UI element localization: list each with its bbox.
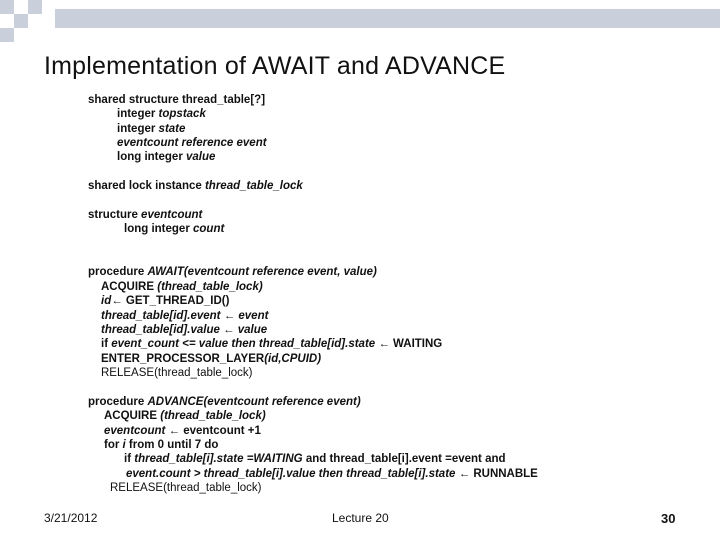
code-line: ENTER_PROCESSOR_LAYER(id,CPUID) [101,353,322,365]
code-line: integer state [117,123,186,135]
code-line: ACQUIRE (thread_table_lock) [104,410,266,422]
code-line: ACQUIRE (thread_table_lock) [101,281,263,293]
code-line: id← GET_THREAD_ID() [101,295,230,307]
code-line: RELEASE(thread_table_lock) [110,482,262,494]
code-line: integer topstack [117,108,206,120]
code-line: if event_count <= value then thread_table[id].state ← WAITING [101,338,443,350]
code-line: RELEASE(thread_table_lock) [101,367,253,379]
code-line: for i from 0 until 7 do [104,439,219,451]
code-line: if thread_table[i].state =WAITING and thread_table[i].event =event and [124,453,506,465]
code-line: shared structure thread_table[?] [88,94,266,106]
code-line: thread_table[id].event ← event [101,310,269,322]
code-line: long integer value [117,151,216,163]
code-line: procedure AWAIT(eventcount reference event, value) [88,266,377,278]
slide-title: Implementation of AWAIT and ADVANCE [44,52,506,80]
code-line: thread_table[id].value ← value [101,324,268,336]
code-line: procedure ADVANCE(eventcount reference event) [88,396,361,408]
footer-lecture: Lecture 20 [332,511,389,525]
code-line: eventcount reference event [117,137,267,149]
code-line: event.count > thread_table[i].value then thread_table[i].state ← RUNNABLE [126,468,538,480]
code-line: eventcount ← eventcount +1 [104,425,261,437]
footer-date: 3/21/2012 [44,511,98,525]
code-line: structure eventcount [88,209,203,221]
code-line: long integer count [124,223,225,235]
page-number: 30 [661,511,676,526]
code-line: shared lock instance thread_table_lock [88,180,303,192]
